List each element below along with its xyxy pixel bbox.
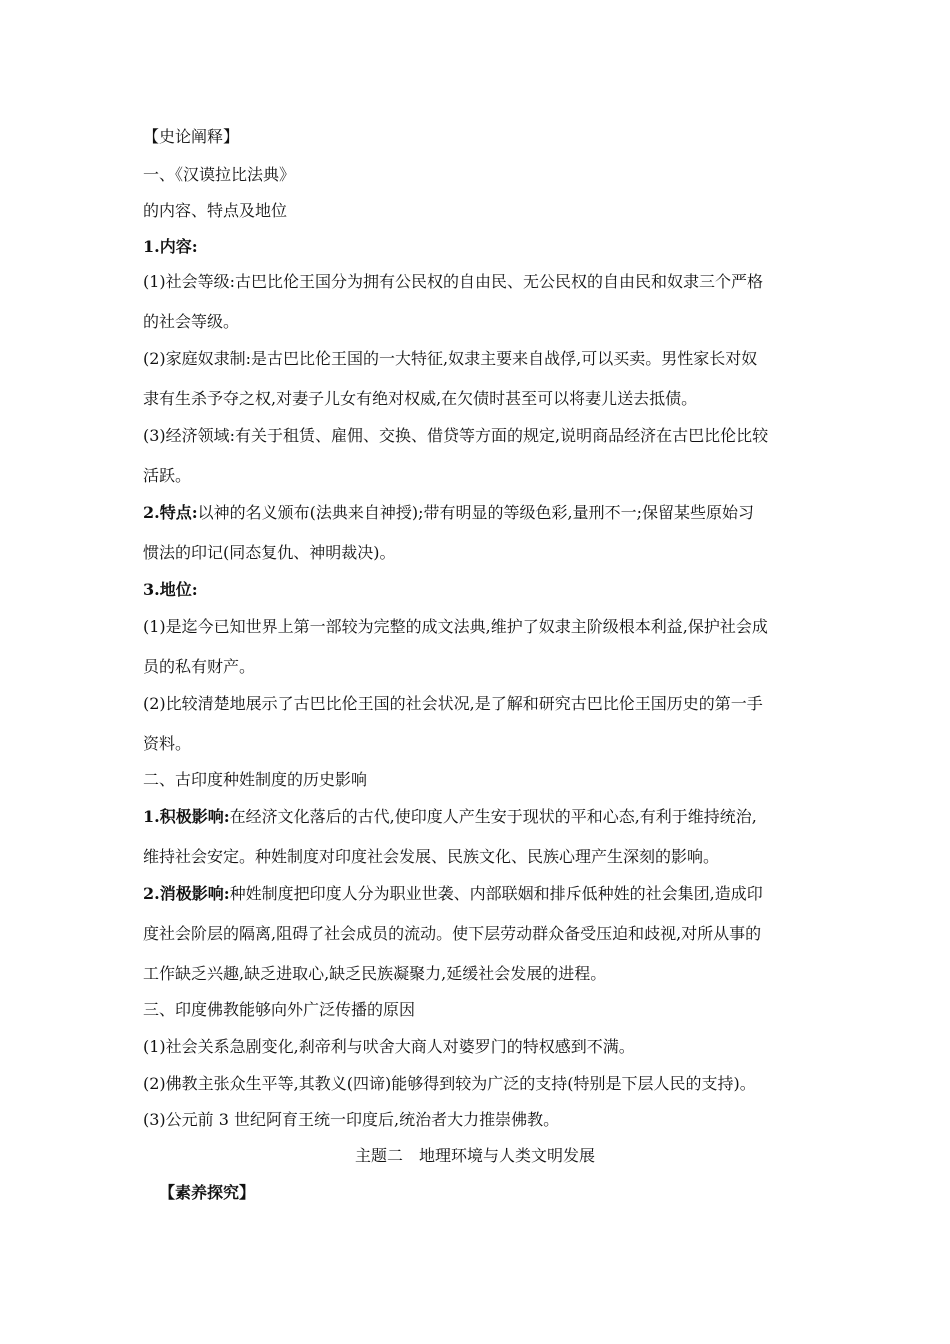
section2-title: 二、古印度种姓制度的历史影响 xyxy=(143,770,368,789)
content-item-1-line-1: (1)社会等级:古巴比伦王国分为拥有公民权的自由民、无公民权的自由民和奴隶三个严格 xyxy=(143,272,764,291)
status-item-2-line-2: 资料。 xyxy=(143,734,192,753)
positive-impact-line-1 xyxy=(143,806,757,828)
content-item-3-line-1: (3)经济领域:有关于租赁、雇佣、交换、借贷等方面的规定,说明商品经济在古巴比伦比较 xyxy=(143,426,769,445)
feature-paragraph-line-2: 惯法的印记(同态复仇、神明裁决)。 xyxy=(143,543,396,562)
section2-heading: 【素养探究】 xyxy=(159,1183,256,1202)
status-item-1-line-1: (1)是迄今已知世界上第一部较为完整的成文法典,维护了奴隶主阶级根本利益,保护社会成 xyxy=(143,617,768,636)
status-item-1-line-2: 员的私有财产。 xyxy=(143,657,256,676)
theme-title: 主题二 地理环境与人类文明发展 xyxy=(354,1146,595,1165)
reason-1: (1)社会关系急剧变化,刹帝利与吠舍大商人对婆罗门的特权感到不满。 xyxy=(143,1037,635,1056)
negative-impact-text: 种姓制度把印度人分为职业世袭、内部联姻和排斥低种姓的社会集团,造成印 xyxy=(229,884,763,903)
feature-text: 以神的名义颁布(法典来自神授);带有明显的等级色彩,量刑不一;保留某些原始习 xyxy=(197,503,754,522)
positive-impact-label: 1.积极影响: xyxy=(143,807,230,826)
feature-label: 2.特点: xyxy=(143,503,198,522)
negative-impact-line-2: 度社会阶层的隔离,阻碍了社会成员的流动。使下层劳动群众备受压迫和歧视,对所从事的 xyxy=(143,924,762,943)
section3-title: 三、印度佛教能够向外广泛传播的原因 xyxy=(143,1000,416,1019)
reason-2: (2)佛教主张众生平等,其教义(四谛)能够得到较为广泛的支持(特别是下层人民的支持)。 xyxy=(143,1074,756,1093)
positive-impact-line-2: 维持社会安定。种姓制度对印度社会发展、民族文化、民族心理产生深刻的影响。 xyxy=(143,847,720,866)
negative-impact-label: 2.消极影响: xyxy=(143,884,230,903)
content-item-2-line-1: (2)家庭奴隶制:是古巴比伦王国的一大特征,奴隶主要来自战俘,可以买卖。男性家长对奴 xyxy=(143,349,758,368)
content-item-2-line-2: 隶有生杀予夺之权,对妻子儿女有绝对权威,在欠债时甚至可以将妻儿送去抵债。 xyxy=(143,389,698,408)
content-item-1-line-2: 的社会等级。 xyxy=(143,312,240,331)
status-item-2-line-1: (2)比较清楚地展示了古巴比伦王国的社会状况,是了解和研究古巴比伦王国历史的第一手 xyxy=(143,694,763,713)
reason-3: (3)公元前 3 世纪阿育王统一印度后,统治者大力推崇佛教。 xyxy=(143,1110,560,1129)
positive-impact-text: 在经济文化落后的古代,使印度人产生安于现状的平和心态,有利于维持统治, xyxy=(229,807,757,826)
feature-paragraph-line-1 xyxy=(143,502,754,524)
negative-impact-line-3: 工作缺乏兴趣,缺乏进取心,缺乏民族凝聚力,延缓社会发展的进程。 xyxy=(143,964,607,983)
content-item-3-line-2: 活跃。 xyxy=(143,466,192,485)
negative-impact-line-1 xyxy=(143,883,763,905)
section1-title-a: 一、《汉谟拉比法典》 xyxy=(143,165,296,184)
section-heading: 【史论阐释】 xyxy=(143,127,240,146)
status-label: 3.地位: xyxy=(143,580,198,599)
content-label: 1.内容: xyxy=(143,237,198,256)
section1-title-b: 的内容、特点及地位 xyxy=(143,201,288,220)
